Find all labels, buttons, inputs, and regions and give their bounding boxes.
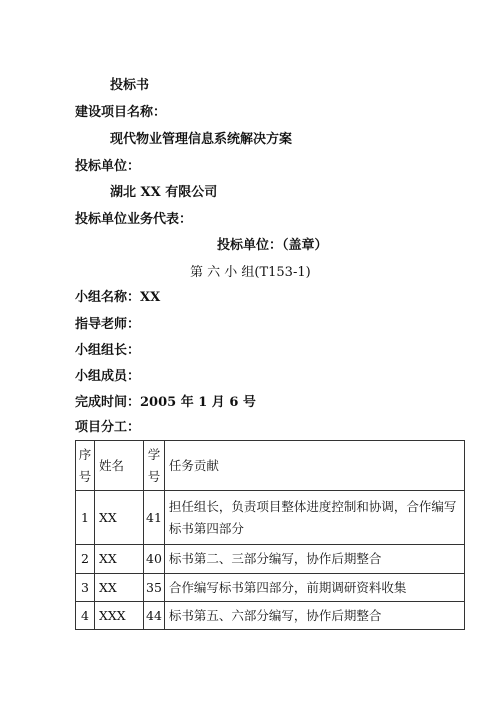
members-label: 小组成员： (75, 369, 141, 384)
table-row (76, 491, 465, 545)
completion-date: 完成时间：2005 年 1 月 6 号 (75, 395, 256, 410)
row-name: XXX (95, 602, 144, 630)
row-name: XX (95, 491, 144, 545)
header-task: 任务贡献 (164, 441, 464, 491)
row-task: 标书第二、三部分编写，协作后期整合 (164, 545, 464, 574)
bidder-name: 湖北 XX 有限公司 (110, 185, 218, 200)
seal-line: 投标单位：（盖章） (217, 238, 328, 253)
row-task: 担任组长，负责项目整体进度控制和协调，合作编写标书第四部分 (164, 491, 464, 545)
header-id: 学 号 (144, 441, 165, 491)
row-name: XX (95, 574, 144, 602)
row-seq: 3 (76, 574, 95, 602)
header-name: 姓名 (95, 441, 144, 491)
table-row (76, 574, 465, 602)
bidder-rep-label: 投标单位业务代表： (75, 212, 193, 227)
row-name: XX (95, 545, 144, 574)
row-seq: 4 (76, 602, 95, 630)
project-name-label: 建设项目名称： (75, 105, 167, 120)
row-seq: 1 (76, 491, 95, 545)
task-table (75, 440, 465, 630)
table-row (76, 602, 465, 630)
table-header-row (76, 441, 465, 491)
row-task: 标书第五、六部分编写，协作后期整合 (164, 602, 464, 630)
row-id: 41 (144, 491, 165, 545)
row-seq: 2 (76, 545, 95, 574)
row-task: 合作编写标书第四部分，前期调研资料收集 (164, 574, 464, 602)
project-name: 现代物业管理信息系统解决方案 (110, 132, 293, 147)
group-title: 第 六 小 组(T153-1) (190, 265, 311, 280)
advisor-label: 指导老师： (75, 317, 141, 332)
bidder-label: 投标单位： (75, 159, 141, 174)
doc-heading: 投标书 (110, 78, 150, 93)
leader-label: 小组组长： (75, 343, 141, 358)
table-row (76, 545, 465, 574)
group-name: 小组名称：XX (75, 290, 161, 305)
row-id: 35 (144, 574, 165, 602)
header-seq: 序 号 (76, 441, 95, 491)
division-label: 项目分工： (75, 420, 141, 435)
row-id: 40 (144, 545, 165, 574)
row-id: 44 (144, 602, 165, 630)
